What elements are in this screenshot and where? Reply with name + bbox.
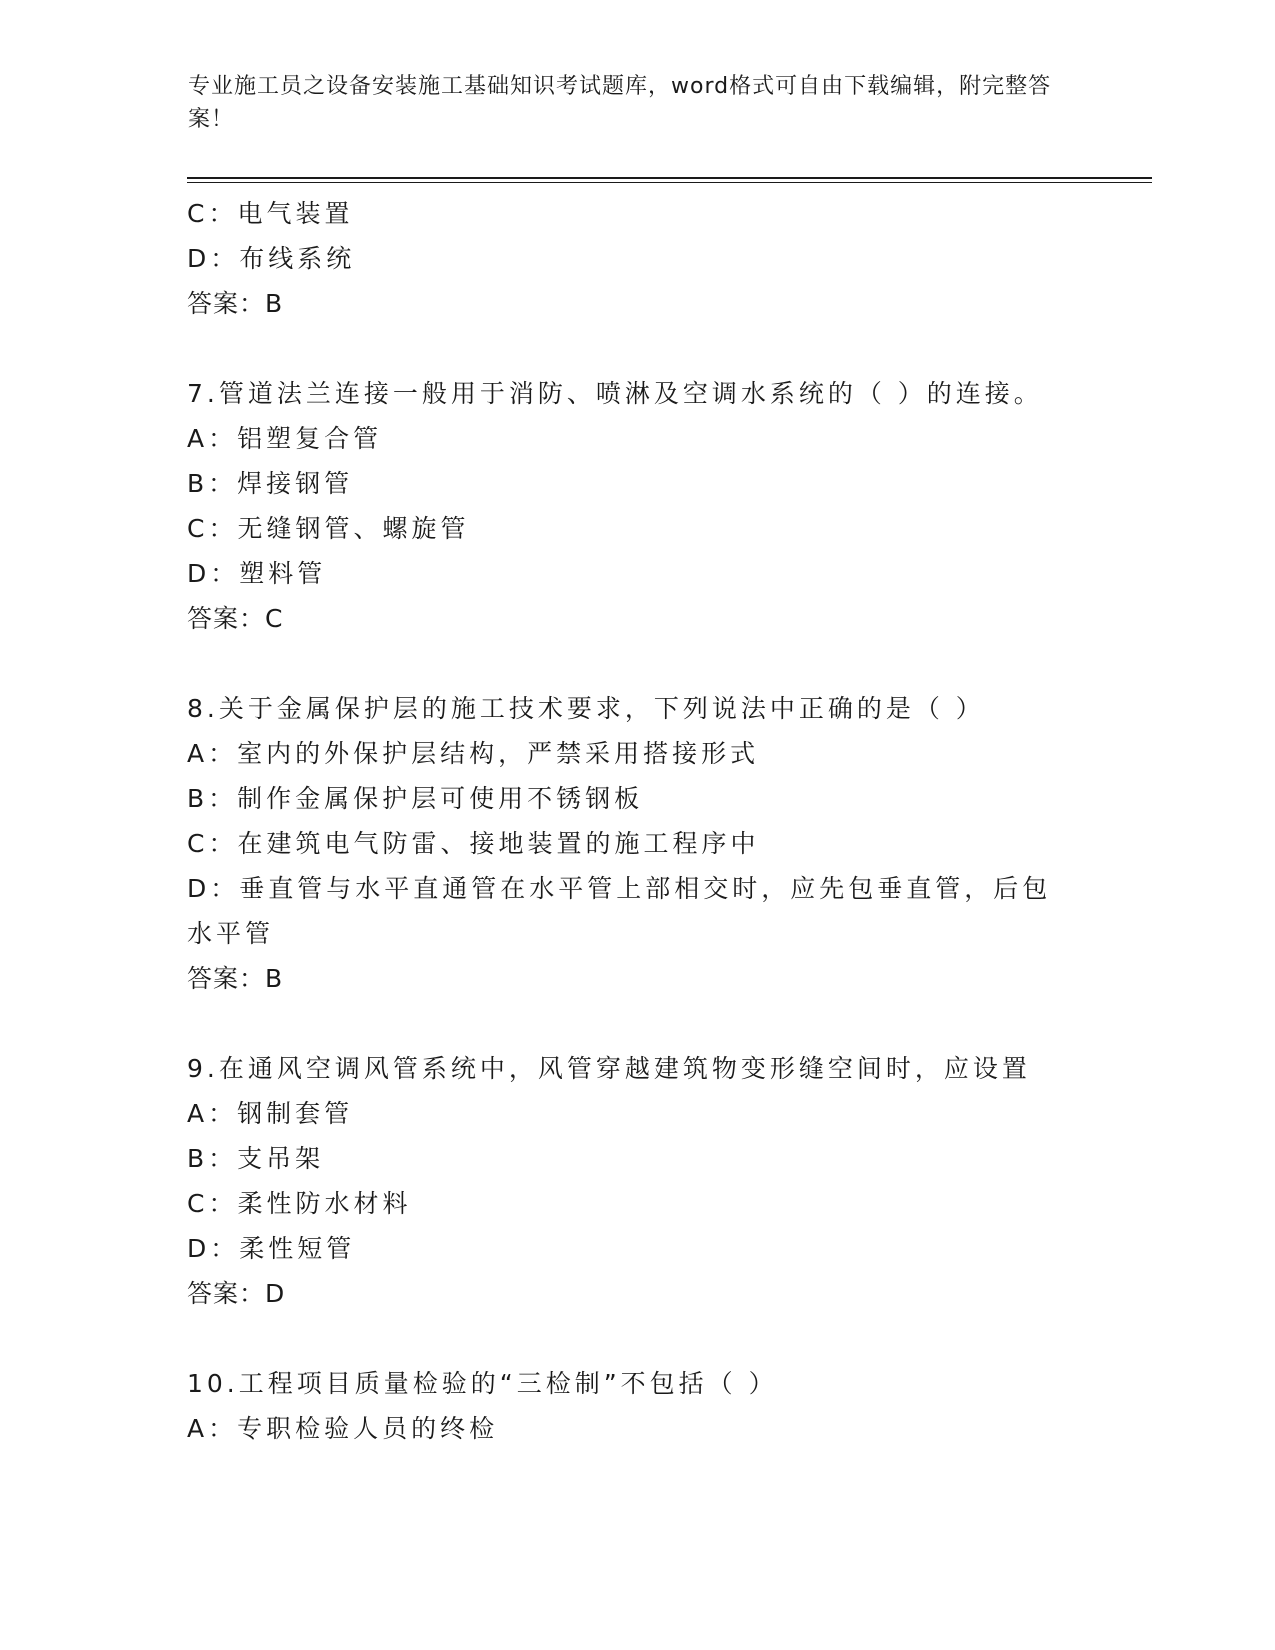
- question-stem: 9.在通风空调风管系统中，风管穿越建筑物变形缝空间时，应设置: [187, 1054, 1031, 1083]
- option-d: D：布线系统: [187, 244, 356, 273]
- option-a: A：专职检验人员的终检: [187, 1414, 499, 1443]
- question-8: [187, 686, 1087, 1001]
- option-d: D：柔性短管: [187, 1234, 356, 1263]
- option-c: C：无缝钢管、螺旋管: [187, 514, 470, 543]
- option-c: C：在建筑电气防雷、接地装置的施工程序中: [187, 829, 760, 858]
- answer-line: 答案：D: [187, 1279, 286, 1308]
- option-c: C：电气装置: [187, 199, 354, 228]
- header-rule-thick: [187, 177, 1152, 179]
- spacer: [187, 641, 1087, 686]
- option-b: B：制作金属保护层可使用不锈钢板: [187, 784, 644, 813]
- question-list: [187, 191, 1087, 1451]
- answer-line: 答案：B: [187, 964, 284, 993]
- question-7: [187, 371, 1087, 641]
- option-d: D：塑料管: [187, 559, 327, 588]
- spacer: [187, 326, 1087, 371]
- option-c: C：柔性防水材料: [187, 1189, 412, 1218]
- answer-line: 答案：C: [187, 604, 284, 633]
- spacer: [187, 1316, 1087, 1361]
- question-9: [187, 1046, 1087, 1316]
- header-text: 专业施工员之设备安装施工基础知识考试题库，word格式可自由下载编辑，附完整答案！: [188, 74, 1052, 132]
- option-b: B：支吊架: [187, 1144, 325, 1173]
- option-a: A：钢制套管: [187, 1099, 354, 1128]
- answer-line: 答案：B: [187, 289, 284, 318]
- header-rule-thin: [187, 182, 1152, 183]
- option-d: D：垂直管与水平直通管在水平管上部相交时，应先包垂直管，后包水平管: [187, 874, 1052, 948]
- option-a: A：室内的外保护层结构，严禁采用搭接形式: [187, 739, 760, 768]
- option-b: B：焊接钢管: [187, 469, 354, 498]
- question-stem: 10.工程项目质量检验的“三检制”不包括（ ）: [187, 1369, 778, 1398]
- spacer: [187, 1001, 1087, 1046]
- question-stem: 7.管道法兰连接一般用于消防、喷淋及空调水系统的（ ）的连接。: [187, 379, 1043, 408]
- question-stem: 8.关于金属保护层的施工技术要求，下列说法中正确的是（ ）: [187, 694, 985, 723]
- option-a: A：铝塑复合管: [187, 424, 383, 453]
- question-10: [187, 1361, 1087, 1451]
- document-header: [188, 70, 1068, 136]
- question-fragment: [187, 191, 1087, 326]
